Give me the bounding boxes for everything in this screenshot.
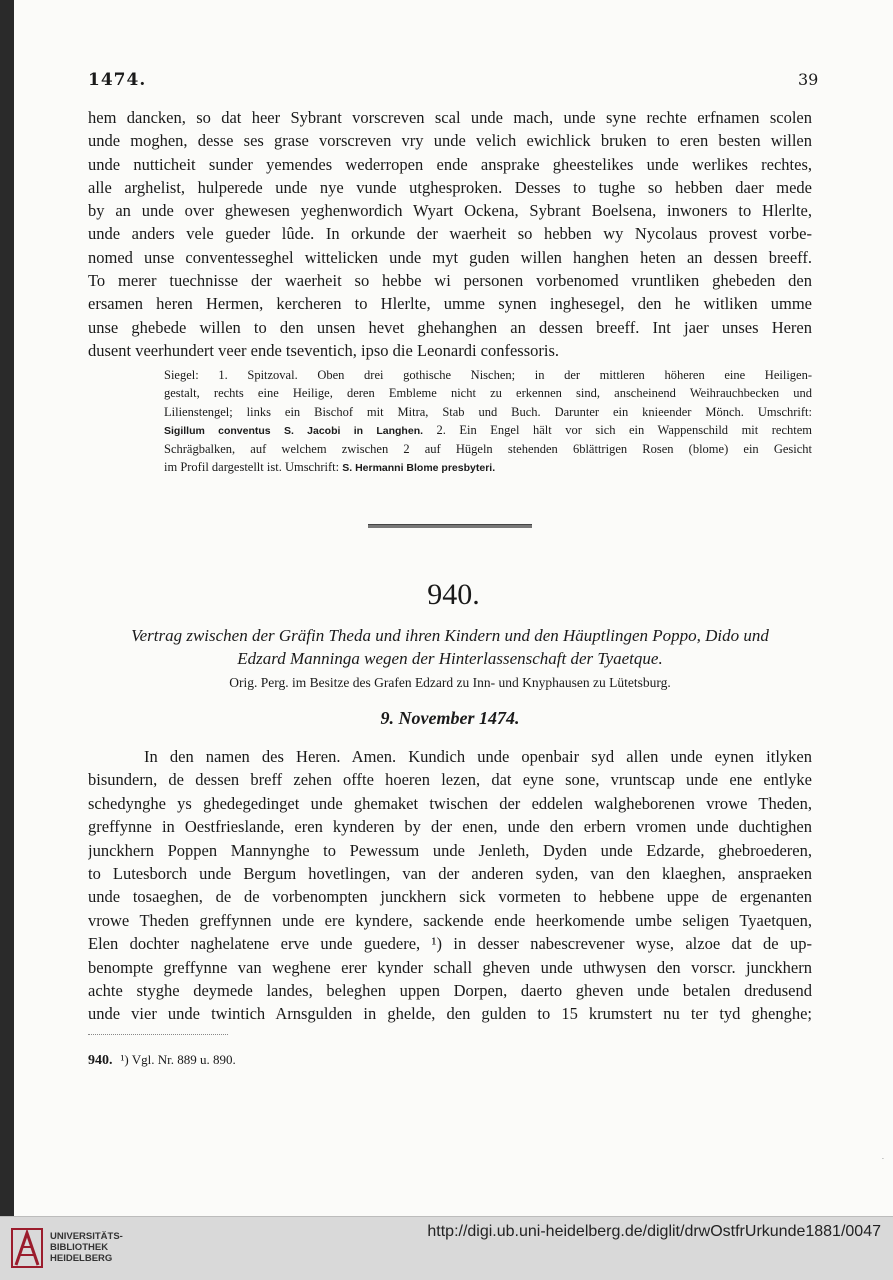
seal-description-note [164,366,812,476]
title-line: Vertrag zwischen der Gräfin Theda und ihren Kindern und den Häuptlingen Poppo, Dido und [131,626,769,645]
previous-document-text [88,106,812,362]
text-line: dusent veerhundert veer ende tseventich, ipso die Leonardi confessoris. [88,340,560,360]
note-line [164,458,812,476]
document-number: 940. [427,578,480,611]
note-line [164,421,812,439]
library-name [50,1231,123,1264]
university-library-logo-icon [10,1225,44,1271]
text-line: alle arghelist, hulperede unde nye vunde utghesproken. Desses to tughe so hebben daer mede [88,177,812,197]
text-line: achte styghe deymede landes, beleghen uppen Dorpen, daerto gheven unde betalen dredusend [88,980,812,1000]
note-line: Lilienstengel; links ein Bischof mit Mitra, Stab und Buch. Darunter ein knieender Mönch. Umschrift: [164,404,812,419]
running-header-year: 1474. [88,70,147,90]
viewer-footer-bar [0,1216,893,1280]
note-line: gestalt, rechts eine Heilige, deren Embleme nicht zu erkennen sind, anscheinend Weihrauchbecken und [164,386,812,401]
document-940-text [88,745,812,1026]
library-name-line: BIBLIOTHEK [50,1242,109,1253]
text-line: ersamen heren Hermen, kercheren to Hlerlte, umme synen inghesegel, den he witliken umme [88,294,812,314]
section-divider [368,524,532,528]
note-text: 2. Ein Engel hält vor sich ein Wappenschild mit rechtem [423,423,812,438]
text-line: to Lutesborch unde Bergum hovetlingen, van der anderen syden, van den klaeghen, anspraeken [88,863,812,883]
footnote-doc-number: 940. [88,1053,113,1068]
footnote-text: ¹) Vgl. Nr. 889 u. 890. [120,1052,236,1067]
footnote [88,1052,236,1069]
text-line: unse ghebede willen to den unsen hevet ghehanghen an dessen breeff. Int jaer unses Heren [88,317,812,337]
document-title [88,624,812,670]
text-line: by an unde over ghewesen yeghenwordich Wyart Ockena, Sybrant Boelsena, inwoners to Hlerlte, [88,201,812,221]
scan-speck: . [882,1154,884,1161]
text-line: hem dancken, so dat heer Sybrant vorscreven scal unde mach, unde syne rechte erfnamen scolen [88,108,812,127]
document-source: Orig. Perg. im Besitze des Grafen Edzard zu Inn- und Knyphausen zu Lütetsburg. [229,675,671,690]
seal-inscription-1: Sigillum conventus S. Jacobi in Langhen. [164,425,424,438]
note-line: Schrägbalken, auf welchem zwischen 2 auf Hügeln stehenden 6blättrigen Rosen (blome) ein Gesicht [164,441,812,456]
text-line: unde anders vele gueder lûde. In orkunde der waerheit so hebben wy Nycolaus provest vorbe- [88,224,812,244]
seal-inscription-2: S. Hermanni Blome presbyteri. [342,461,496,474]
note-text: im Profil dargestellt ist. Umschrift: [164,459,343,474]
document-date: 9. November 1474. [380,708,520,728]
scanned-page [14,0,893,1216]
text-line: junckhern Poppen Mannynghe to Pewessum unde Jenleth, Dyden unde Edzarde, ghebroederen, [88,840,812,860]
text-line: vrowe Theden greffynnen unde ere kyndere, sackende ende heerkomende umbe seligen Tyaetquen, [88,910,812,930]
text-line: unde moghen, desse ses grase vorscreven vry unde velich ewichlick bruken to eren besten willen [88,131,812,151]
text-line: unde nutticheit sunder yemendes wederropen ende ansprake gheestelikes unde werlikes rechtes, [88,154,812,174]
text-line: benompte greffynne van weghene erer kynder schall gheven unde uthwysen den vorscr. junckhern [88,957,812,977]
text-line: To merer tuechnisse der waerheit so hebbe wi personen vorbenomed vruntliken ghebeden den [88,271,812,291]
text-line: Elen dochter naghelatene erve unde guedere, ¹) in desser nabescrevener wyse, alzoe dat de up- [88,934,812,954]
library-name-line: UNIVERSITÄTS- [50,1231,123,1242]
permalink-url[interactable]: http://digi.ub.uni-heidelberg.de/diglit/drwOstfrUrkunde1881/0047 [427,1223,881,1240]
text-line: bisundern, de dessen breff zehen offte hoeren lezen, dat eyne sone, vruntscap unde ene entlyke [88,770,812,790]
text-line: In den namen des Heren. Amen. Kundich unde openbair syd allen unde eynen itlyken [144,747,812,766]
text-line: unde tosaeghen, de de vorbenompten junckhern sick vormeten to hebbene uppe de ergenanten [88,887,812,907]
text-line: greffynne in Oestfrieslande, eren kynderen by der enen, unde den erbern vromen unde duchtighen [88,817,812,837]
text-line: schedynghe ys ghedegedinget unde ghemaket twischen der eddelen walgheborenen vrowe Theden, [88,793,812,813]
note-line: Siegel: 1. Spitzoval. Oben drei gothische Nischen; in der mittleren höheren eine Heiligen- [164,368,812,382]
page-number: 39 [798,70,819,89]
text-line: nomed unse conventesseghel wittelicken unde myt guden willen hanghen heten an dessen breeff. [88,247,812,267]
text-line: unde vier unde twintich Arnsgulden in ghelde, den gulden to 15 krumstert nu ter tyd ghenghe; [88,1004,812,1024]
title-line: Edzard Manninga wegen der Hinterlassenschaft der Tyaetque. [237,649,663,668]
library-name-line: HEIDELBERG [50,1253,113,1264]
footnote-separator [88,1034,228,1035]
scan-page-edge [0,0,14,1216]
